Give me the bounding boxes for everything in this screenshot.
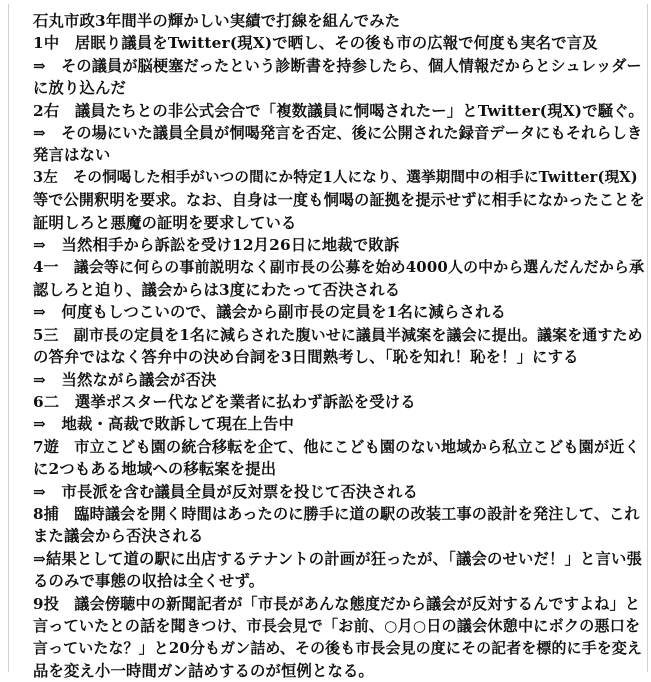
text-line: の答弁ではなく答弁中の決め台詞を3日間熟考し、「恥を知れ！恥を！」にする (33, 348, 579, 367)
text-line: 等で公開釈明を要求。なお、自身は一度も恫喝の証拠を提示せずに相手になかったことを (33, 191, 645, 210)
text-line: 5三 副市長の定員を1名に減らされた腹いせに議員半減案を議会に提出。議案を通すため (33, 325, 643, 344)
text-line: 発言はない (33, 146, 111, 165)
text-line: 6二 選挙ポスター代などを業者に払わず訴訟を受ける (33, 392, 416, 411)
text-line: ⇒ 当然ながら議会が否決 (33, 370, 217, 389)
text-line: に放り込んだ (33, 79, 126, 98)
text-line: また議会から否決される (33, 527, 204, 546)
text-line: ⇒ 何度もしつこいので、議会から副市長の定員を1名に減らされる (33, 303, 506, 322)
text-line: 言っていたとの話を聞きつけ、市長会見で「お前、○月○日の議会休憩中にボクの悪口を (33, 616, 641, 635)
text-line: 認しろと迫り、議会からは3度にわたって否決される (33, 280, 401, 299)
text-line: ⇒ 地裁・高裁で敗訴して現在上告中 (33, 415, 294, 434)
text-line: 3左 その恫喝した相手がいつの間にか特定1人になり、選挙期間中の相手にTwitter(現X) (33, 168, 638, 186)
text-line: 7遊 市立こども園の統合移転を企て、他にこども園のない地域から私立こども園が近く (33, 437, 640, 456)
text-line: るのみで事態の収拾は全くせず。 (33, 572, 265, 591)
text-line: ⇒ その議員が脳梗塞だったという診断書を持参したら、個人情報だからとシュレッダー (33, 56, 642, 75)
text-line: 8捕 臨時議会を開く時間はあったのに勝手に道の駅の改装工事の設計を発注して、これ (33, 504, 640, 523)
text-line: 1中 居眠り議員をTwitter(現X)で晒し、その後も市の広報で何度も実名で言及 (33, 34, 598, 53)
text-line: ⇒ 当然相手から訴訟を受け12月26日に地裁で敗訴 (33, 236, 400, 255)
text-line: 9投 議会傍聴中の新聞記者が「市長があんな態度だから議会が反対するんですよね」と (33, 594, 641, 613)
text-line: 2右 議員たちとの非公式会合で「複数議員に恫喝されたー」とTwitter(現X)で騒ぐ。 (33, 101, 644, 120)
text-line: ⇒結果として道の駅に出店するテナントの計画が狂ったが、「議会のせいだ！」と言い張 (33, 549, 642, 568)
document-body (33, 10, 645, 682)
text-line: 言っていたな？」と20分もガン詰め、その後も市長会見の度にその記者を標的に手を変え (33, 639, 643, 658)
text-line: 証明しろと悪魔の証明を要求している (33, 213, 297, 232)
title-line: 石丸市政3年間半の輝かしい実績で打線を組んでみた (33, 12, 401, 30)
text-line: 品を変え小一時間ガン詰めするのが恒例となる。 (33, 661, 374, 680)
text-line: に2つもある地域への移転案を提出 (33, 460, 277, 479)
text-line: ⇒ 市長派を含む議員全員が反対票を投じて否決される (33, 482, 418, 501)
text-line: 4一 議会等に何らの事前説明なく副市長の公募を始め4000人の中から選んだんだから承 (33, 258, 645, 277)
document-page (8, 4, 648, 680)
text-line: ⇒ その場にいた議員全員が恫喝発言を否定、後に公開された録音データにもそれらしき (33, 124, 643, 143)
